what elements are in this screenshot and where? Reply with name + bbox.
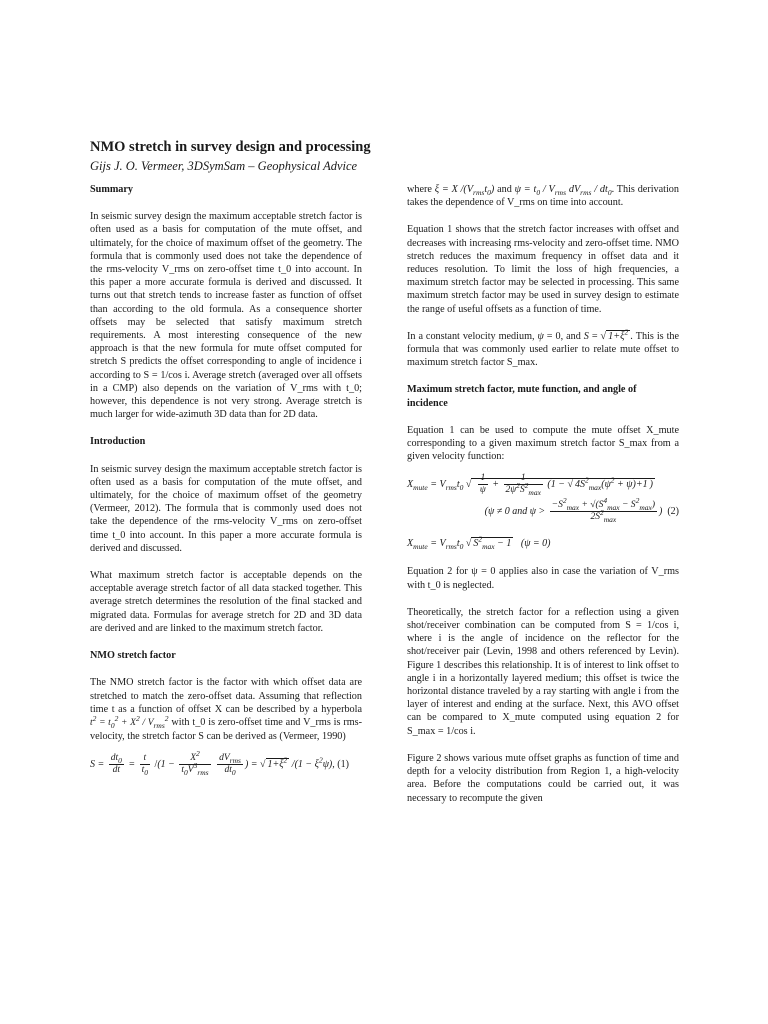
equation-2b-condition: (ψ = 0) [520, 538, 551, 550]
const-velocity-b: and [566, 330, 581, 342]
where-and: and [497, 184, 512, 195]
equation-1: S = $\frac{dt_0}{dt}$ = $\frac{t}{t_0}$ /(1 − $\frac{X^2}{t_0V^3_{rms}}$ $\frac{dV_{rms}}{dt_0}$ ) = √ $1+\xi^2$ $/(1 - \xi^2\psi)$, (1) [90, 748, 349, 777]
nmo-stretch-paragraph [90, 676, 362, 743]
nmo-paragraph-part-a: The NMO stretch factor is the factor with which offset data are stretched to match the zero-offset data. Assuming that reflection time t as a function of offset X can be described by a hyperbola [90, 677, 362, 715]
max-stretch-heading: Maximum stretch factor, mute function, and angle of incidence [407, 384, 637, 409]
left-column [90, 183, 362, 790]
introduction-paragraph-1: In seismic survey design the maximum acceptable stretch factor is often used as a basis for computation of the mute offset, and ultimately, for the choice of maximum offset of the geometry (Vermeer, 2012). The formula that is commonly used does not take the dependence of the rms-velocity V_rms on zero-offset time t_0 into account. In this paper a more accurate formula is derived and discussed. [90, 463, 362, 554]
const-velocity-a: In a constant velocity medium, [407, 330, 535, 342]
equation-2-condition-a: (ψ ≠ 0 and ψ > [484, 506, 546, 518]
constant-velocity-paragraph: In a constant velocity medium, ψ = 0, and S = √ $1+\xi^2$ . This is the formula that was commonly used earlier to relate mute offset to maximum stretch factor S_max. [407, 327, 680, 369]
paper-authors: Gijs J. O. Vermeer, 3DSymSam – Geophysical Advice [90, 159, 358, 173]
where-text: where [407, 184, 432, 195]
equation-1-use: Equation 1 can be used to compute the mute offset X_mute corresponding to a given maximum stretch factor S_max from a given velocity function: [407, 424, 679, 463]
equation-2b: $X_{mute} = V_{rms}t_0$ √ $S^2_{max} - 1$ (ψ = 0) [407, 535, 551, 552]
where-paragraph: where ξ = X $/(V_{rms}t_0)$ and $\psi = t_0 / V_{rms}$ $dV_{rms} / dt_0$. This derivation takes the dependence of V_rms on time into account. [407, 184, 679, 209]
equation-2: $X_{mute} = V_{rms}t_0$ √ $\frac{1}{\psi}$ + $\frac{1}{2\psi^2S^2_{max}}$ (1 − √ $4S^2_{max}(\psi^2 + \psi)+1$ ) [407, 473, 653, 498]
equation-2-condition: (ψ ≠ 0 and ψ > $\frac{-S^2_{max} + √(S^4_{max} - S^2_{max})}{2S^2_{max}}$ ) (2) [484, 496, 679, 525]
paper-title: NMO stretch in survey design and processing [90, 139, 371, 155]
paper-header [90, 139, 380, 174]
right-column [407, 183, 679, 819]
equation-2-note: Equation 2 for ψ = 0 applies also in case the variation of V_rms with t_0 is neglected. [407, 566, 679, 591]
theory-paragraph: Theoretically, the stretch factor for a reflection using a given shot/receiver combination can be computed from S = 1/cos i, where i is the angle of incidence on the reflector for the shot/receiver pair (Levin, 1998 and others referenced by Levin). Figure 1 describes this relationship. It is of interest to link offset to angle i in a horizontally layered medium; this offset is twice the horizontal distance traveled by a ray starting with angle i from the layer of interest and ending at the surface. Next, this AVO offset can be compared to X_mute computed using equation 2 for S_max = 1/cos i. [407, 606, 679, 737]
introduction-paragraph-2: What maximum stretch factor is acceptable depends on the acceptable average stretch factor of all data stacked together. This average stretch determines the resolution of the final stacked and migrated data. Formulas for average stretch for 2D and 3D data are derived and are linked to the maximum stretch factor. [90, 570, 362, 634]
const-velocity-c: This is the formula that was commonly used earlier to relate mute offset to maximum stretch factor S_max. [407, 330, 680, 369]
where-rest: This derivation takes the dependence of V_rms on time into account. [407, 184, 679, 209]
summary-text: In seismic survey design the maximum acceptable stretch factor is often used as a basis for computation of the mute offset, and ultimately, for the choice of maximum offset of the geometry. The formula that is commonly used does not take the dependence of the rms-velocity V_rms on zero-offset time t_0 into account. In this paper a more accurate formula is derived and discussed. It turns out that stretch tends to increase faster as function of offset than according to the old formula. As a consequence shorter offsets may be selected that satisfy maximum stretch requirements. A most interesting consequence of the new approach is that the new formula for mute offset computed for stretch S predicts the offset corresponding to angle of incidence i according to S = 1/cos i. Average stretch (averaged over all offsets in a CMP) also depends on the variation of V_rms with t_0; however, this dependence is not very strong. Average stretch is much larger for wide-azimuth 3D data than for 2D data. [90, 211, 362, 421]
hyperbola-equation: $t^2 = t_0^2 + X^2 / V_{rms}^2$ [90, 713, 169, 730]
equation-2-label: (2) [667, 506, 679, 518]
equation-1-label: (1) [337, 758, 349, 770]
summary-heading: Summary [90, 184, 134, 195]
equation-1-discussion: Equation 1 shows that the stretch factor increases with offset and decreases with increasing rms-velocity and zero-offset time. NMO stretch reduces the maximum frequency in offset data and it reduces resolution. To limit the loss of high frequencies, a maximum stretch factor may be selected in processing. This same maximum stretch factor may be used in survey design to estimate the range of useful offsets as a function of time. [407, 224, 679, 315]
nmo-paragraph-part-b: with t_0 is zero-offset time and V_rms is rms-velocity, the stretch factor S can be derived as (Vermeer, 1990) [90, 716, 362, 742]
figure-2-paragraph: Figure 2 shows various mute offset graphs as function of time and depth for a velocity distribution from Region 1, a high-velocity area. Before the computations could be carried out, it was necessary to recompute the given [407, 752, 679, 804]
introduction-heading: Introduction [90, 436, 146, 448]
nmo-stretch-heading: NMO stretch factor [90, 650, 176, 662]
